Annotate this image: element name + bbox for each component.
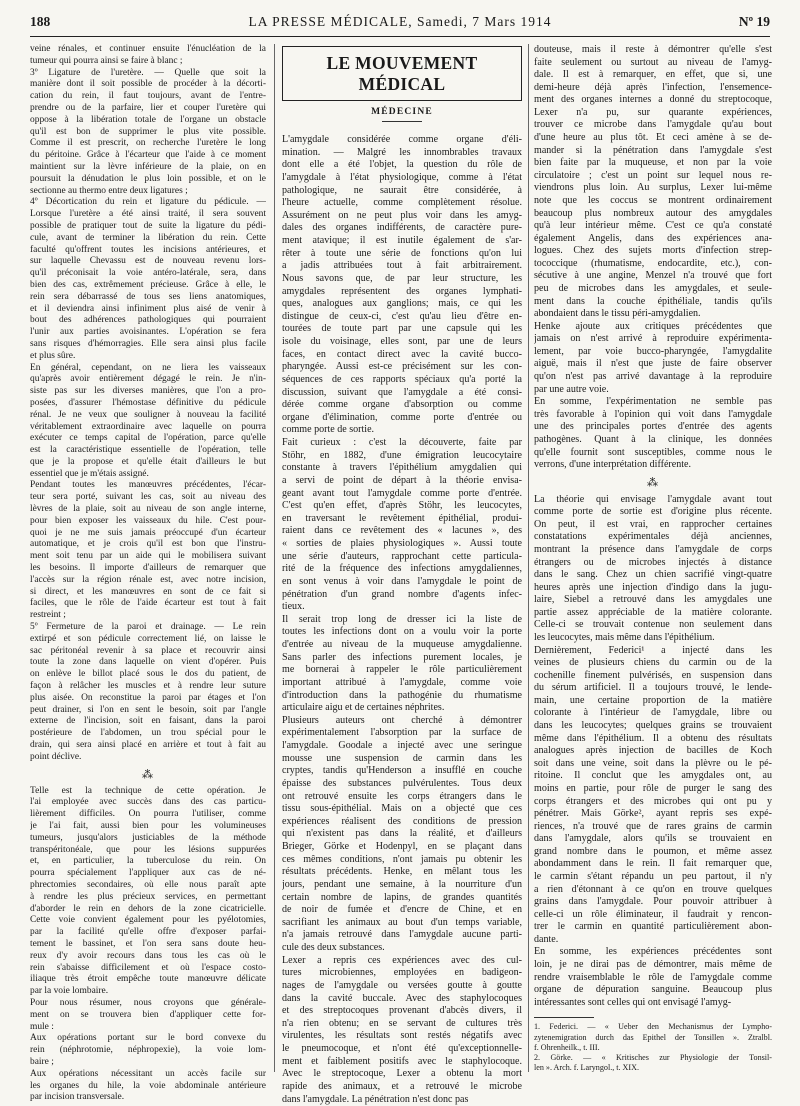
- text-line: tumeur qui pourra ainsi se faire à blanc ;: [30, 56, 266, 68]
- text-line: celle-ci un rôle éliminateur, il faudrait y rencon-: [534, 909, 772, 922]
- text-line: en traversant le revêtement épithélial, produi-: [282, 513, 522, 526]
- text-line: ont retrouvé ensuite les corps étrangers dans le: [282, 791, 522, 804]
- text-line: mousse une suspension de carmin dans les: [282, 753, 522, 766]
- text-line: douteuse, mais il reste à démontrer qu'elle s'est: [534, 44, 772, 57]
- text-line: dérée comme organe d'absorption ou comme: [282, 399, 522, 412]
- text-line: cochenille finement pulvérisés, en suspension dans: [534, 670, 772, 683]
- text-line: ques, analogues aux ganglions; mais, ce qui les: [282, 298, 522, 311]
- text-line: organe d'élimination, comme porte d'entrée ou: [282, 412, 522, 425]
- text-line: bien faite par la muqueuse, et non par la voie: [534, 157, 772, 170]
- text-line: soit dans une veine, soit dans la plèvre ou le pé-: [534, 758, 772, 771]
- text-line: qu'il est bon de supprimer le plus vite possible.: [30, 127, 266, 139]
- text-line: grains dans l'amygdale. Pour pouvoir attribuer à: [534, 896, 772, 909]
- text-line: aiguë, mais il n'est que juste de faire observer: [534, 358, 772, 371]
- text-line: posées, d'assurer l'hémostase définitive du pédicule: [30, 398, 266, 410]
- text-line: les besoins. Il importe d'ailleurs de remarquer que: [30, 563, 266, 575]
- text-line: par incision transversale.: [30, 1092, 266, 1104]
- text-line: Pour nous résumer, nous croyons que générale-: [30, 998, 266, 1010]
- text-line: trouver ce microbe dans l'amygdale qu'au bout: [534, 119, 772, 132]
- subsection-title: MÉDECINE: [282, 107, 522, 117]
- text-line: 3º Ligature de l'uretère. — Quelle que soit la: [30, 68, 266, 80]
- text-line: certain nombre de lapins, de grandes quantités: [282, 892, 522, 905]
- text-line: restreint ;: [30, 610, 266, 622]
- text-line: extirpé et son pédicule correctement lié, on laisse le: [30, 634, 266, 646]
- text-line: l'heure actuelle, comme complètement résolue.: [282, 197, 522, 210]
- text-line: les organes du hile, la voie abdominale antérieure: [30, 1081, 266, 1093]
- text-line: La théorie qui envisage l'amygdale avant tout: [534, 494, 772, 507]
- text-line: pénétrer. Mais Görke², ayant repris ses expé-: [534, 808, 772, 821]
- text-line: pathologique, ne saurait être considérée, à: [282, 185, 522, 198]
- text-line: expériences réalisent des conditions de pression: [282, 816, 522, 829]
- text-line: jamais on n'est arrivé à reproduire expérimenta-: [534, 333, 772, 346]
- text-line: et plus sûre.: [30, 351, 266, 363]
- text-line: d'une heure au plus tôt. Et ceci amène à se de-: [534, 132, 772, 145]
- text-line: mule :: [30, 1022, 266, 1034]
- text-line: véritablement extraordinaire avec laquelle on pourra: [30, 422, 266, 434]
- text-line: Lorsque l'uretère a été ainsi traité, il sera souvent: [30, 209, 266, 221]
- text-line: grand nombre dans le poumon, et même assez: [534, 846, 772, 859]
- text-line: En somme, l'expérimentation ne semble pas: [534, 396, 772, 409]
- text-line: tieux.: [282, 601, 522, 614]
- article-continuation-text: [534, 44, 772, 472]
- text-line: me bornerai à rappeler le rôle particulièrement: [282, 664, 522, 677]
- text-line: dans la cavité buccale. Avec des staphylocoques: [282, 993, 522, 1006]
- text-line: une série d'auteurs, rapprochant cette particula-: [282, 551, 522, 564]
- footnote-line: 2. Görke. — « Kritisches zur Physiologie der Tonsil-: [534, 1053, 772, 1063]
- text-line: Henke ajoute aux critiques précédentes que: [534, 321, 772, 334]
- text-line: séquences de ces rapports spéciaux qu'a porté la: [282, 374, 522, 387]
- text-line: lèvres de la plaie, soit au niveau de son angle interne,: [30, 504, 266, 516]
- column-left: [30, 44, 266, 1104]
- text-line: faciles, que le rôle de l'aide écarteur est tout à fait: [30, 598, 266, 610]
- text-line: lièrement difficiles. On pourra l'utiliser, comme: [30, 809, 266, 821]
- text-line: 5º Fermeture de la paroi et drainage. — Le rein: [30, 622, 266, 634]
- text-line: laire, Siebel a retrouvé dans les amygdales une: [534, 594, 772, 607]
- text-line: qu'à leur intérieur même. C'est ce qu'a constaté: [534, 220, 772, 233]
- text-line: a rien d'étonnant à ce qu'on en trouve quelques: [534, 884, 772, 897]
- text-line: rêter à toute une série de fonctions qu'on lui: [282, 248, 522, 261]
- text-line: même dans l'épithélium. Il a obtenu des résultats: [534, 733, 772, 746]
- text-line: main, une certaine proportion de la matière: [534, 695, 772, 708]
- text-line: circulatoire ; c'est un point sur lequel nous re-: [534, 170, 772, 183]
- text-line: teur sera porté, suivant les cas, soit au niveau des: [30, 492, 266, 504]
- text-line: nages de l'amygdale ou versées goutte à goutte: [282, 980, 522, 993]
- text-line: phrectomies secondaires, où elle nous paraît apte: [30, 880, 266, 892]
- text-line: moins en partie, pour rôle de purger le sang des: [534, 783, 772, 796]
- text-line: rendre vraisemblable le rôle de l'amygdale comme: [534, 972, 772, 985]
- column-middle: [282, 44, 522, 1106]
- text-line: cule des deux substances.: [282, 942, 522, 955]
- text-line: d'introduction dans la pathogénie du rhumatisme: [282, 690, 522, 703]
- section-separator: ⁂: [30, 764, 266, 786]
- text-line: également Angelis, dans des expériences ana-: [534, 233, 772, 246]
- text-line: siste pas sur les diverses manières, que l'on a pro-: [30, 386, 266, 398]
- text-line: est la caractéristique essentielle de l'opération, telle: [30, 445, 266, 457]
- text-line: Telle est la technique de cette opération. Je: [30, 786, 266, 798]
- text-line: n'a jamais retrouvé dans l'amygdale aucune parti-: [282, 929, 522, 942]
- text-line: Lexer n'a pu, sur quarante expériences,: [534, 107, 772, 120]
- text-line: pharyngée. Aussi est-ce précisément sur les con-: [282, 361, 522, 374]
- text-line: dante.: [534, 934, 772, 947]
- text-line: pourra spécialement l'appliquer aux cas de né-: [30, 868, 266, 880]
- text-line: qu'on n'est pas arrivé davantage à la reproduire: [534, 371, 772, 384]
- section-separator: ⁂: [534, 472, 772, 494]
- text-line: ment soit tenu par un aide qui le mobilisera suivant: [30, 551, 266, 563]
- text-line: tourées de toute part par une capsule qui les: [282, 323, 522, 336]
- text-line: rein s'abaisse difficilement et où l'espace costo-: [30, 963, 266, 975]
- surgical-technique-text: [30, 44, 266, 764]
- text-line: demi-heure déjà après l'infection, l'ensemence-: [534, 82, 772, 95]
- text-line: discussion, suivant que l'amygdale a été consi-: [282, 387, 522, 400]
- text-line: d'entrée au niveau de la muqueuse amygdalienne.: [282, 639, 522, 652]
- text-line: beaucoup plus nombreux autour des amygdales: [534, 208, 772, 221]
- text-line: geant avant tout l'amygdale comme porte d'entrée.: [282, 488, 522, 501]
- text-line: faces, en contact direct avec la cavité bucco-: [282, 349, 522, 362]
- text-line: L'amygdale considérée comme organe d'éli-: [282, 134, 522, 147]
- text-line: externe de l'incision, soit en faisant, dans la paroi: [30, 716, 266, 728]
- text-line: le carmin s'étant répandu un peu partout, il n'y: [534, 871, 772, 884]
- text-line: rein sera débarrassé de tous ses liens anatomiques,: [30, 292, 266, 304]
- text-line: abondaient dans le tissu péri-amygdalien.: [534, 308, 772, 321]
- text-line: de noir de fumée et d'encre de Chine, et en: [282, 904, 522, 917]
- text-line: manière dont il soit possible de procéder à la décorti-: [30, 79, 266, 91]
- text-line: sac péritonéal revenir à sa place et recouvrir ainsi: [30, 646, 266, 658]
- text-line: qu'après avoir entièrement dégagé le rein. Je n'in-: [30, 374, 266, 386]
- text-line: et des streptocoques provenant d'abcès divers, il: [282, 1005, 522, 1018]
- text-line: tumeurs, jusqu'alors justiciables de la méthode: [30, 833, 266, 845]
- text-line: sécutive à une angine, Menzel n'a trouvé que fort: [534, 270, 772, 283]
- column-divider: [528, 44, 529, 1072]
- text-line: à rendre les plus précieux services, en permettant: [30, 892, 266, 904]
- text-line: tures microbiennes, employées en badigeon-: [282, 967, 522, 980]
- text-line: Assurément on ne peut plus voir dans les amyg-: [282, 210, 522, 223]
- text-line: lement, par voie bucco-pharyngée, l'amygdalite: [534, 346, 772, 359]
- footnote-rule: [534, 1017, 594, 1018]
- text-line: organe de dépuration sanguine. Beaucoup plus: [534, 984, 772, 997]
- text-line: dale. Il est à remarquer, en effet, que si, une: [534, 69, 772, 82]
- text-line: a servi de point de départ à la théorie envisa-: [282, 475, 522, 488]
- footnote-line: len ». Arch. f. Laryngol., t. XIX.: [534, 1063, 772, 1073]
- text-line: par une autre voie.: [534, 384, 772, 397]
- text-line: loin, je ne dirai pas de démontrer, mais même de: [534, 959, 772, 972]
- header-rule: [30, 36, 770, 37]
- text-line: et il deviendra ainsi infiniment plus aisé de venir à: [30, 304, 266, 316]
- text-line: cryptes, tandis qu'Henderson a insufflé en couche: [282, 765, 522, 778]
- text-line: poursuit la dénudation le plus loin possible, et on le: [30, 174, 266, 186]
- text-line: riences, n'a trouvé que de rares grains de carmin: [534, 821, 772, 834]
- text-line: l'ai employée avec succès dans des cas particu-: [30, 797, 266, 809]
- journal-title: LA PRESSE MÉDICALE, Samedi, 7 Mars 1914: [0, 14, 800, 30]
- text-line: colorante à l'intérieur de l'amygdale, libre ou: [534, 707, 772, 720]
- text-line: articulaire aigu et de certaines néphrites.: [282, 702, 522, 715]
- text-line: toutes les infections dont on a voulu voir la porte: [282, 626, 522, 639]
- text-line: et, en particulier, la tuberculose du rein. On: [30, 856, 266, 868]
- text-line: dans l'amygdale. La pénétration n'est donc pas: [282, 1094, 522, 1106]
- text-line: montrant la présence dans l'amygdale de corps: [534, 544, 772, 557]
- text-line: ment atavique; il est inutile également de s'ar-: [282, 235, 522, 248]
- text-line: possible de pratiquer tout de suite la ligature du pédi-: [30, 221, 266, 233]
- text-line: dales des organes indifférents, de caractère pure-: [282, 222, 522, 235]
- column-right: [534, 44, 772, 1073]
- text-line: sacrifiant les animaux au bout d'un temps variable,: [282, 917, 522, 930]
- text-line: l'unir aux parties avoisinantes. L'opération se fera: [30, 327, 266, 339]
- text-line: trer le carmin en quantité particulièrement abon-: [534, 921, 772, 934]
- text-line: maintient sur la lèvre inférieure de la plaie, on en: [30, 162, 266, 174]
- text-line: jours, pendant une semaine, à la nourriture d'un: [282, 879, 522, 892]
- text-line: plus aisée. On reconstitue la paroi par étages et l'on: [30, 693, 266, 705]
- text-line: « sorties de plaies physiologiques ». Aussi toute: [282, 538, 522, 551]
- text-line: intéressantes sont celles qui ont envisagé l'amyg-: [534, 997, 772, 1010]
- text-line: abondamment dans le rein. Il fait remarquer que,: [534, 858, 772, 871]
- text-line: que je la propose et qu'elle était d'ailleurs le but: [30, 457, 266, 469]
- text-line: ment et faiblement positifs avec le staphylocoque.: [282, 1056, 522, 1069]
- text-line: Pendant toutes les manœuvres précédentes, l'écar-: [30, 480, 266, 492]
- text-line: étrangers ou de microbes injectés à distance: [534, 557, 772, 570]
- text-line: épaisse des substances pulvérulentes. Tous deux: [282, 778, 522, 791]
- text-line: qu'il préconisait la voie antéro-latérale, sera, dans: [30, 268, 266, 280]
- text-line: n'a rien obtenu; en se servant de cultures très: [282, 1018, 522, 1031]
- text-line: peu de microbes dans les amygdales, et seule-: [534, 283, 772, 296]
- text-line: veines de plusieurs chiens du carmin ou de la: [534, 657, 772, 670]
- text-line: heures après une injection d'indigo dans la jugu-: [534, 582, 772, 595]
- text-line: sans risques d'hémorragies. Elle sera ainsi plus facile: [30, 339, 266, 351]
- text-line: important attribué à l'amygdale, comme voie: [282, 677, 522, 690]
- text-line: pour bien exposer les vaisseaux du hile. C'est pour-: [30, 516, 266, 528]
- text-line: pathogènes. Quant à la clinique, les données: [534, 434, 772, 447]
- footnote-line: 1. Federici. — « Ueber den Mechanismus der Lympho-: [534, 1022, 772, 1032]
- text-line: une des principales portes d'entrée des agents: [534, 421, 772, 434]
- text-line: très favorable à l'opinion qui voit dans l'amygdale: [534, 409, 772, 422]
- footnote-line: f. Ohrenheilk., t. III.: [534, 1043, 772, 1053]
- text-line: dans l'amygdale, alors qu'ils se trouvaient en: [534, 833, 772, 846]
- footnote-line: zytenemigration durch das Epithel der Tonsillen ». Ztralbl.: [534, 1033, 772, 1043]
- text-line: si direct, et les manœuvres en sont de ce fait si: [30, 587, 266, 599]
- text-line: ment dans la couche épithéliale, tandis qu'ils: [534, 296, 772, 309]
- page-number: 188: [30, 14, 50, 30]
- text-line: par la voie lombaire.: [30, 986, 266, 998]
- text-line: oppose à la libération totale de l'organe un obstacle: [30, 115, 266, 127]
- text-line: faite seulement ou surtout au niveau de l'amyg-: [534, 57, 772, 70]
- text-line: constatations expérimentales déjà anciennes,: [534, 531, 772, 544]
- text-line: En somme, les expériences précédentes sont: [534, 946, 772, 959]
- text-line: Stöhr, en 1882, d'une émigration leucocytaire: [282, 450, 522, 463]
- text-line: verrons, d'une interprétation différente.: [534, 459, 772, 472]
- text-line: automatique, et je crois qu'il est bon que l'instru-: [30, 539, 266, 551]
- text-line: viendrons plus loin. Au surplus, Lexer lui-même: [534, 182, 772, 195]
- text-line: 4º Décortication du rein et ligature du pédicule. —: [30, 197, 266, 209]
- text-line: transpéritonéale, que pour les lésions suppurées: [30, 845, 266, 857]
- text-line: baire ;: [30, 1057, 266, 1069]
- text-line: pénétration d'un grand nombre d'agents infec-: [282, 589, 522, 602]
- text-line: expérimentalement l'absorption par la surface de: [282, 727, 522, 740]
- text-line: du sérum artificiel. Il a toujours trouvé, le lende-: [534, 682, 772, 695]
- exit-theory-text: [534, 494, 772, 1010]
- text-line: drain, qui sera ainsi placé en arrière et tout à fait au: [30, 740, 266, 752]
- text-line: le pneumocoque, et n'ont été qu'exceptionnelle-: [282, 1043, 522, 1056]
- text-line: raient dans ce revêtement des « lacunes », des: [282, 525, 522, 538]
- text-line: a jadis attribuées tout à fait arbitrairement.: [282, 260, 522, 273]
- text-line: Celle-ci se trouvait contenue non seulement dans: [534, 619, 772, 632]
- text-line: dans les leucocytes; quelques grains se trouvaient: [534, 720, 772, 733]
- text-line: ment on se trouvera bien d'appliquer cette for-: [30, 1010, 266, 1022]
- conclusion-text: [30, 786, 266, 1105]
- text-line: l'amygdale à l'état physiologique, comme à l'état: [282, 172, 522, 185]
- text-line: isole du voisinage, elles sont, par une de leurs: [282, 336, 522, 349]
- text-line: prendre ou de la parfaire, lier et couper l'uretère qui: [30, 103, 266, 115]
- text-line: mination. — Malgré les innombrables travaux: [282, 147, 522, 160]
- text-line: ces mêmes conditions, n'ont jamais pu obtenir les: [282, 854, 522, 867]
- text-line: qui n'existent pas dans la réalité, et d'ailleurs: [282, 828, 522, 841]
- text-line: ritoine. Il conclut que les amygdales ont, au: [534, 770, 772, 783]
- text-line: analogues après injection de bacilles de Koch: [534, 745, 772, 758]
- text-line: ment des organes internes a donné du streptocoque,: [534, 94, 772, 107]
- text-line: logues. Chez des sujets morts d'infection strep-: [534, 245, 772, 258]
- issue-number: Nº 19: [739, 14, 770, 30]
- text-line: sur laquelle Chevassu est de nouveau revenu lors-: [30, 256, 266, 268]
- text-line: reux d'y avoir recours dans tous les cas où le: [30, 951, 266, 963]
- text-line: tissu sous-épithélial. Mais on a objecté que ces: [282, 803, 522, 816]
- footnotes: [534, 1022, 772, 1073]
- page-header: [0, 0, 800, 44]
- text-line: quoi je ne me suis jamais préoccupé d'un écarteur: [30, 528, 266, 540]
- text-line: tococcique (rhumatisme, endocardite, etc.), con-: [534, 258, 772, 271]
- text-line: Il serait trop long de dresser ici la liste de: [282, 614, 522, 627]
- text-line: Lexer a repris ces expériences avec des cul-: [282, 955, 522, 968]
- section-title: LE MOUVEMENT MÉDICAL: [282, 46, 522, 101]
- text-line: On peut, il est vrai, en rapprocher certaines: [534, 519, 772, 532]
- text-line: rein (néphrotomie, néphropexie), la voie lom-: [30, 1045, 266, 1057]
- text-line: rité de la fréquence des infections amygdaliennes,: [282, 563, 522, 576]
- text-line: par la facilité qu'elle offre d'exposer parfai-: [30, 927, 266, 939]
- text-line: les leucocytes, mais même dans l'épithélium.: [534, 632, 772, 645]
- text-line: point déclive.: [30, 752, 266, 764]
- text-line: constante à travers l'épithélium amygdalien qui: [282, 462, 522, 475]
- text-line: d'aborder le rein en dehors de la zone cicatricielle.: [30, 904, 266, 916]
- article-text: [282, 134, 522, 1106]
- text-line: on enlève le billot placé sous le dos du patient, de: [30, 669, 266, 681]
- text-line: amygdales représentent des organes lymphati-: [282, 286, 522, 299]
- text-line: tement le bassinet, et l'on sera sans doute heu-: [30, 939, 266, 951]
- text-line: postérieure de l'abdomen, un trou spécial pour le: [30, 728, 266, 740]
- text-line: résultats précédents. Henke, en mêlant tous les: [282, 866, 522, 879]
- text-line: en sont venus à voir dans l'amygdale le point de: [282, 576, 522, 589]
- text-line: veine rénales, et continuer ensuite l'énucléation de la: [30, 44, 266, 56]
- text-line: cation du rein, il faut toujours, avant de l'entre-: [30, 91, 266, 103]
- text-line: Fait curieux : c'est la découverte, faite par: [282, 437, 522, 450]
- text-line: peut drainer, si l'on en sent le besoin, soit par l'angle: [30, 705, 266, 717]
- text-line: dont elle a été l'objet, la question du rôle de: [282, 159, 522, 172]
- text-line: comme porte de sortie est d'origine plus récente.: [534, 506, 772, 519]
- text-line: sectionne au thermo entre deux ligatures ;: [30, 186, 266, 198]
- text-line: partie assez appréciable de la matière colorante.: [534, 607, 772, 620]
- text-line: Avec le streptocoque, Lexer a obtenu la mort: [282, 1068, 522, 1081]
- text-line: Comme il est prescrit, on recherche l'uretère le long: [30, 138, 266, 150]
- text-line: l'amygdale. Goodale a injecté avec une seringue: [282, 740, 522, 753]
- text-line: comme porte de sortie.: [282, 424, 522, 437]
- text-line: rénal. Je ne veux que souligner à nouveau la facilité: [30, 410, 266, 422]
- text-line: Dernièrement, Federici¹ a injecté dans les: [534, 645, 772, 658]
- text-line: faculté qu'offrent toutes les incisions antérieures, et: [30, 245, 266, 257]
- text-line: corps étrangers et des microbes qui ont pu y: [534, 796, 772, 809]
- text-line: qu'elle fournit sont susceptibles, comme nous le: [534, 447, 772, 460]
- text-line: C'est qu'en effet, d'après Stöhr, les leucocytes,: [282, 500, 522, 513]
- text-line: rapide des animaux, et a retrouvé le microbe: [282, 1081, 522, 1094]
- text-line: Aux opérations nécessitant un accès facile sur: [30, 1069, 266, 1081]
- text-line: Nous savons que, de par leur structure, les: [282, 273, 522, 286]
- text-line: essentiel que je m'étais assigné.: [30, 469, 266, 481]
- text-line: façon à relâcher les muscles et à rendre leur suture: [30, 681, 266, 693]
- text-line: note que les coccus se montrent ordinairement: [534, 195, 772, 208]
- text-line: Brieger, Görke et Hodenpyl, en se plaçant dans: [282, 841, 522, 854]
- text-line: En général, cependant, on ne liera les vaisseaux: [30, 363, 266, 375]
- column-divider: [274, 44, 275, 1072]
- text-line: Sans parler des infections purement locales, je: [282, 652, 522, 665]
- text-line: exécuter ce temps capital de l'opération, parce qu'elle: [30, 433, 266, 445]
- text-line: du péritoine. Grâce à l'écarteur que l'aide à ce moment: [30, 150, 266, 162]
- text-line: iliaque très étroit empêche toute manœuvre délicate: [30, 974, 266, 986]
- text-line: cule, avant de terminer la libération du rein. Cette: [30, 233, 266, 245]
- text-line: bout des adhérences pathologiques qui pourraient: [30, 315, 266, 327]
- text-line: distingue de ceux-ci, c'est qu'au lieu d'être en-: [282, 311, 522, 324]
- text-line: mander si la pénétration dans l'amygdale s'est: [534, 145, 772, 158]
- text-line: bien des cas, extrêmement précieuse. Grâce à elle, le: [30, 280, 266, 292]
- text-line: l'accès sur la région rénale est, avec notre incision,: [30, 575, 266, 587]
- text-line: virulentes, les résultats sont restés négatifs avec: [282, 1030, 522, 1043]
- text-line: toute la zone dans laquelle on vient d'opérer. Puis: [30, 657, 266, 669]
- text-line: Plusieurs auteurs ont cherché à démontrer: [282, 715, 522, 728]
- text-line: Cette voie convient également pour les pyélotomies,: [30, 915, 266, 927]
- text-line: je l'ai fait, aussi bien pour les volumineuses: [30, 821, 266, 833]
- text-line: Aux opérations portant sur le bord convexe du: [30, 1033, 266, 1045]
- subsection-rule: [382, 121, 422, 122]
- text-line: dans le sang. Chez un chien sacrifié vingt-quatre: [534, 569, 772, 582]
